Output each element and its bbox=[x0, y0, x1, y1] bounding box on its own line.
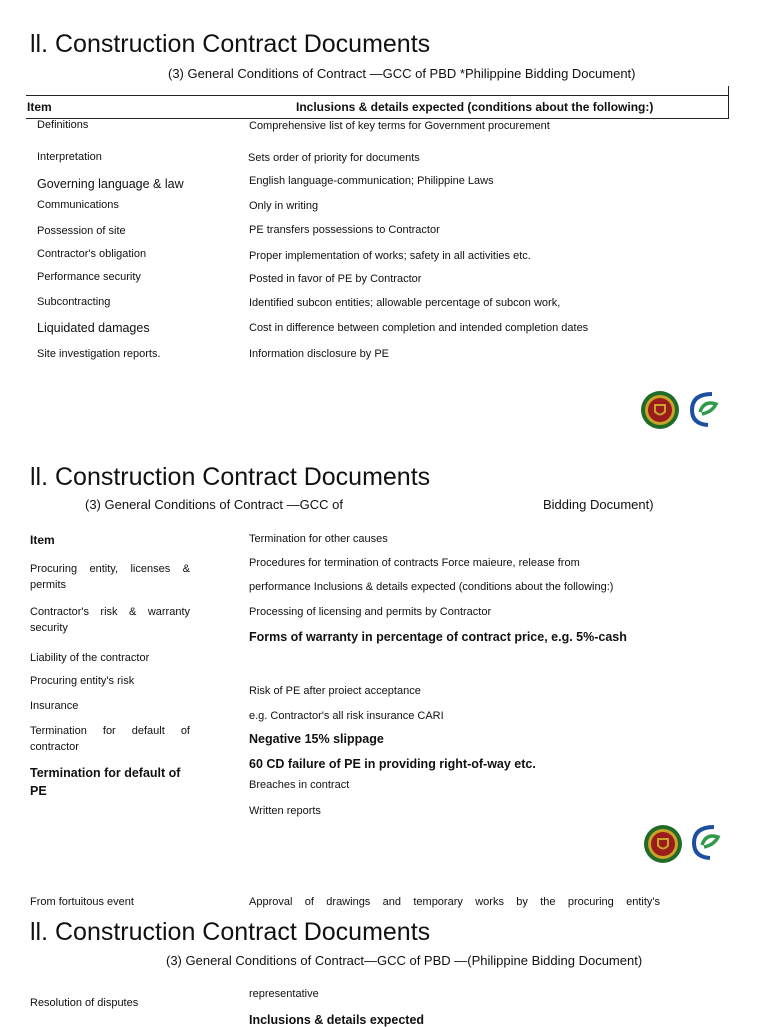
university-seal-icon bbox=[643, 824, 683, 864]
table-top-rule bbox=[26, 95, 729, 96]
table-header-rule bbox=[26, 118, 729, 119]
table-row-item: Interpretation bbox=[37, 151, 102, 163]
table-row-detail: Cost in difference between completion and intended completion dates bbox=[249, 322, 589, 334]
list-item: Resolution of disputes bbox=[30, 997, 139, 1009]
section1-title: ll. Construction Contract Documents bbox=[30, 30, 431, 58]
section2-subtitle-right: Bidding Document) bbox=[543, 497, 654, 512]
agency-logo-icon bbox=[686, 390, 722, 428]
list-item: representative bbox=[249, 988, 319, 1000]
table-row-item: Contractor's obligation bbox=[37, 248, 147, 260]
section2-title: ll. Construction Contract Documents bbox=[30, 463, 431, 491]
table-right-rule bbox=[728, 86, 729, 119]
table-header-details: Inclusions & details expected (conditions about the following:) bbox=[296, 100, 654, 114]
table-row-item: Subcontracting bbox=[37, 296, 111, 308]
table-header-item: Item bbox=[27, 100, 52, 114]
section3-subtitle: (3) General Conditions of Contract—GCC of PBD —(Philippine Bidding Document) bbox=[166, 953, 643, 968]
list-item: Written reports bbox=[249, 805, 321, 817]
list-item: Liability of the contractor bbox=[30, 652, 150, 664]
table-row-detail: Sets order of priority for documents bbox=[248, 152, 420, 164]
table-row-item: Site investigation reports. bbox=[37, 348, 161, 360]
table-row-detail: Only in writing bbox=[249, 200, 319, 212]
list-item: 60 CD failure of PE in providing right-of-way etc. bbox=[249, 757, 536, 771]
list-item: Termination for other causes bbox=[249, 533, 388, 545]
list-item: Procuring entity, licenses & permits bbox=[30, 563, 190, 591]
list-item: From fortuitous event bbox=[30, 896, 134, 908]
table-row-item: Communications bbox=[37, 199, 119, 211]
list-item: e.g. Contractor's all risk insurance CARI bbox=[249, 710, 444, 722]
table-row-item: Possession of site bbox=[37, 225, 126, 237]
table-row-detail: English language-communication; Philippine Laws bbox=[249, 175, 494, 187]
table-row-item: Definitions bbox=[37, 119, 89, 131]
section1-subtitle: (3) General Conditions of Contract —GCC of PBD *Philippine Bidding Document) bbox=[168, 66, 636, 81]
section3-title: ll. Construction Contract Documents bbox=[30, 918, 431, 946]
table-row-detail: PE transfers possessions to Contractor bbox=[249, 224, 440, 236]
table-row-item: Governing language & law bbox=[37, 177, 184, 191]
list-item: Approval of drawings and temporary works by the procuring entity's bbox=[249, 896, 660, 908]
list-item: Inclusions & details expected bbox=[249, 1013, 425, 1027]
section2-subtitle-left: (3) General Conditions of Contract —GCC of bbox=[85, 497, 343, 512]
table-row-detail: Proper implementation of works; safety in all activities etc. bbox=[249, 250, 531, 262]
table-row-detail: Posted in favor of PE by Contractor bbox=[249, 273, 422, 285]
list-item: Forms of warranty in percentage of contract price, e.g. 5%-cash bbox=[249, 630, 627, 644]
table-row-item: Liquidated damages bbox=[37, 321, 150, 335]
list-item: Termination for default of contractor bbox=[30, 725, 190, 753]
university-seal-icon bbox=[640, 390, 680, 430]
table-row-detail: Comprehensive list of key terms for Government procurement bbox=[249, 120, 550, 132]
list-item: Risk of PE after proiect acceptance bbox=[249, 685, 421, 697]
list-item: Processing of licensing and permits by Contractor bbox=[249, 606, 492, 618]
agency-logo-icon bbox=[688, 823, 724, 861]
list-item: performance Inclusions & details expected (conditions about the following:) bbox=[249, 581, 614, 593]
list-item: Termination for default of PE bbox=[30, 766, 181, 798]
list-item: Procedures for termination of contracts Force maieure, release from bbox=[249, 557, 580, 569]
list-item: Contractor's risk & warranty security bbox=[30, 606, 190, 634]
list-item: Breaches in contract bbox=[249, 779, 350, 791]
list-item: Negative 15% slippage bbox=[249, 732, 384, 746]
list-item: Procuring entity's risk bbox=[30, 675, 135, 687]
section2-header-item: Item bbox=[30, 533, 55, 547]
list-item: Insurance bbox=[30, 700, 79, 712]
table-row-detail: Identified subcon entities; allowable percentage of subcon work, bbox=[249, 297, 561, 309]
table-row-item: Performance security bbox=[37, 271, 141, 283]
table-row-detail: Information disclosure by PE bbox=[249, 348, 390, 360]
